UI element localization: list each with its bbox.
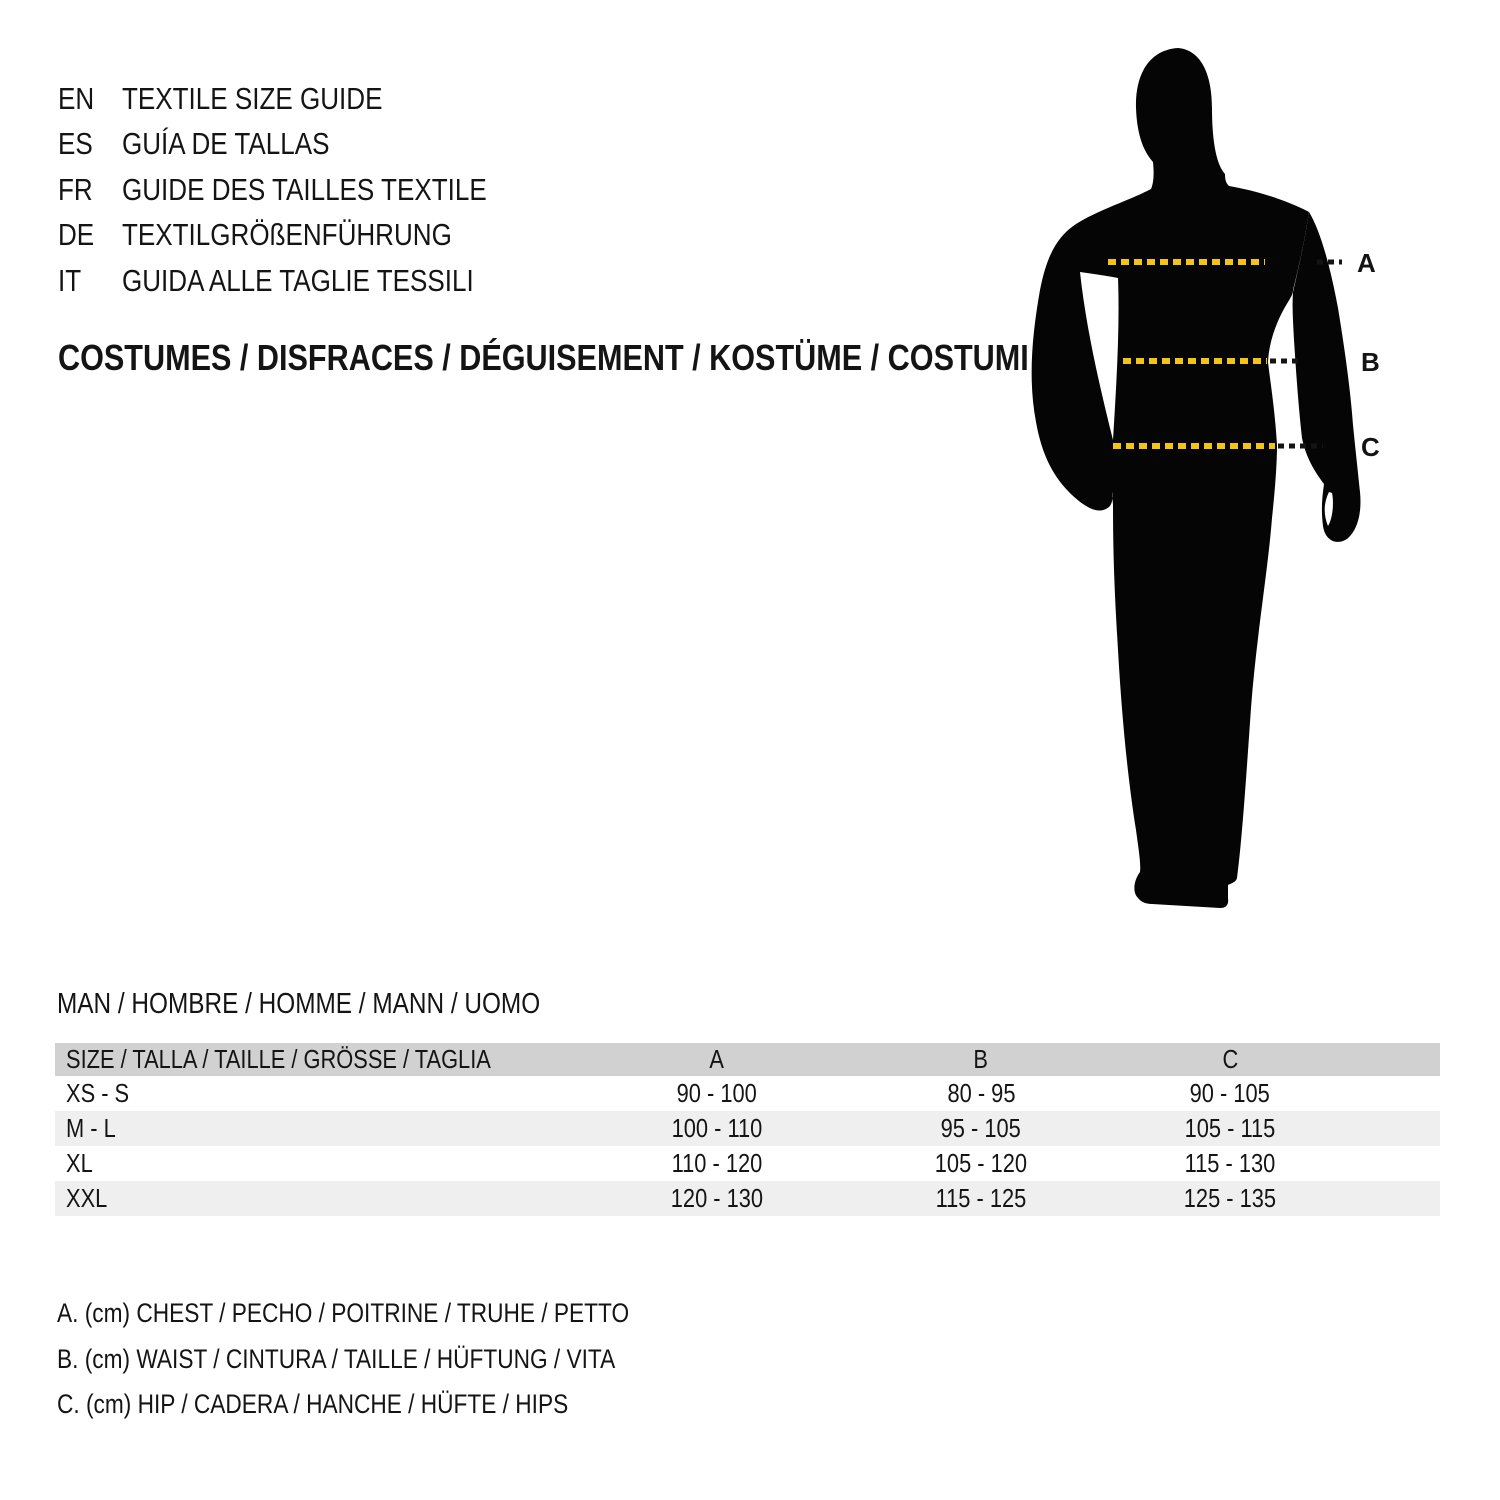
- cell-b: [935, 1181, 1027, 1216]
- cell-a-text: 100 - 110: [671, 1113, 763, 1143]
- language-label-text: TEXTILE SIZE GUIDE: [122, 80, 383, 116]
- header-cell-c: [1020, 1043, 1440, 1076]
- size-table-row-xs-s: [55, 1076, 1440, 1111]
- cell-size: [55, 1111, 492, 1146]
- cell-size-text: XS - S: [66, 1078, 130, 1108]
- section-title-text: MAN / HOMBRE / HOMME / MANN / UOMO: [57, 988, 541, 1020]
- size-table-header-row: [55, 1043, 1440, 1076]
- header-c-text: C: [1222, 1044, 1238, 1074]
- cell-a-text: 110 - 120: [671, 1148, 763, 1178]
- cell-size: [55, 1181, 492, 1216]
- language-label-text: GUIDE DES TAILLES TEXTILE: [122, 171, 487, 207]
- cell-b: [942, 1111, 1020, 1146]
- cell-c-text: 105 - 115: [1184, 1113, 1276, 1143]
- cell-c: [1020, 1181, 1440, 1216]
- language-label: [122, 263, 541, 299]
- header-cell-b: [942, 1043, 1020, 1076]
- cell-c-text: 125 - 135: [1183, 1183, 1277, 1213]
- cell-a-text: 120 - 130: [670, 1183, 764, 1213]
- legend-row-waist: [57, 1337, 738, 1383]
- cell-b-text: 80 - 95: [947, 1078, 1016, 1108]
- language-code: [58, 263, 122, 299]
- legend-row-hip: [57, 1382, 738, 1428]
- cell-size: [55, 1146, 492, 1181]
- cell-c-text: 90 - 105: [1189, 1078, 1271, 1108]
- measure-label-c: C: [1361, 432, 1380, 462]
- language-label: [122, 217, 515, 253]
- cell-size-text: M - L: [66, 1113, 116, 1143]
- cell-a: [492, 1181, 942, 1216]
- cell-c-text: 115 - 130: [1184, 1148, 1276, 1178]
- language-code-text: EN: [58, 80, 95, 116]
- language-label-text: TEXTILGRÖßENFÜHRUNG: [122, 217, 452, 253]
- cell-b: [934, 1146, 1028, 1181]
- language-row-en: [58, 76, 556, 122]
- man-silhouette-right-arm: [1293, 212, 1361, 542]
- cell-size: [55, 1076, 492, 1111]
- header-cell-size: [55, 1043, 492, 1076]
- language-row-es: [58, 122, 556, 168]
- legend-hip-text: C. (cm) HIP / CADERA / HANCHE / HÜFTE / HIPS: [57, 1389, 569, 1420]
- size-table: [55, 1043, 1440, 1216]
- man-silhouette-svg: [1020, 40, 1440, 960]
- header-size-text: SIZE / TALLA / TAILLE / GRÖSSE / TAGLIA: [66, 1044, 491, 1074]
- language-row-it: [58, 258, 556, 304]
- man-silhouette-body: [1032, 48, 1309, 908]
- language-row-fr: [58, 167, 556, 213]
- cell-b-text: 105 - 120: [934, 1148, 1028, 1178]
- category-title-text: COSTUMES / DISFRACES / DÉGUISEMENT / KOSTÜME / COSTUMI: [58, 337, 1029, 378]
- language-label-text: GUIDA ALLE TAGLIE TESSILI: [122, 262, 474, 298]
- cell-size-text: XL: [66, 1148, 93, 1178]
- header-b-text: B: [973, 1044, 989, 1074]
- language-code-text: IT: [58, 262, 82, 298]
- measure-label-a: A: [1357, 248, 1376, 278]
- size-table-row-xxl: [55, 1181, 1440, 1216]
- cell-b-text: 115 - 125: [935, 1183, 1027, 1213]
- cell-c: [1020, 1076, 1440, 1111]
- language-label: [122, 126, 369, 162]
- size-table-row-m-l: [55, 1111, 1440, 1146]
- language-label: [122, 81, 432, 117]
- language-label: [122, 172, 556, 208]
- cell-a: [492, 1076, 942, 1111]
- language-code: [58, 81, 122, 117]
- legend-chest-text: A. (cm) CHEST / PECHO / POITRINE / TRUHE / PETTO: [57, 1298, 630, 1329]
- man-silhouette-figure: [1020, 40, 1440, 960]
- cell-b-text: 95 - 105: [940, 1113, 1022, 1143]
- cell-c: [1020, 1111, 1440, 1146]
- legend-row-chest: [57, 1291, 738, 1337]
- cell-a: [492, 1146, 942, 1181]
- measure-label-b: B: [1361, 347, 1380, 377]
- cell-c: [1020, 1146, 1440, 1181]
- language-code: [58, 126, 122, 162]
- language-label-text: GUÍA DE TALLAS: [122, 126, 330, 162]
- section-title-man: [57, 986, 632, 1022]
- cell-a: [492, 1111, 942, 1146]
- language-row-de: [58, 213, 556, 259]
- cell-b: [942, 1076, 1020, 1111]
- language-code: [58, 217, 122, 253]
- language-code-text: ES: [58, 126, 93, 162]
- language-code: [58, 172, 122, 208]
- header-cell-a: [492, 1043, 942, 1076]
- header-a-text: A: [709, 1044, 725, 1074]
- legend-waist-text: B. (cm) WAIST / CINTURA / TAILLE / HÜFTUNG / VITA: [57, 1343, 616, 1374]
- cell-size-text: XXL: [66, 1183, 108, 1213]
- language-code-text: DE: [58, 217, 95, 253]
- language-guide-list: [58, 76, 556, 304]
- language-code-text: FR: [58, 171, 93, 207]
- measurement-legend: [57, 1291, 738, 1428]
- size-table-row-xl: [55, 1146, 1440, 1181]
- cell-a-text: 90 - 100: [676, 1078, 758, 1108]
